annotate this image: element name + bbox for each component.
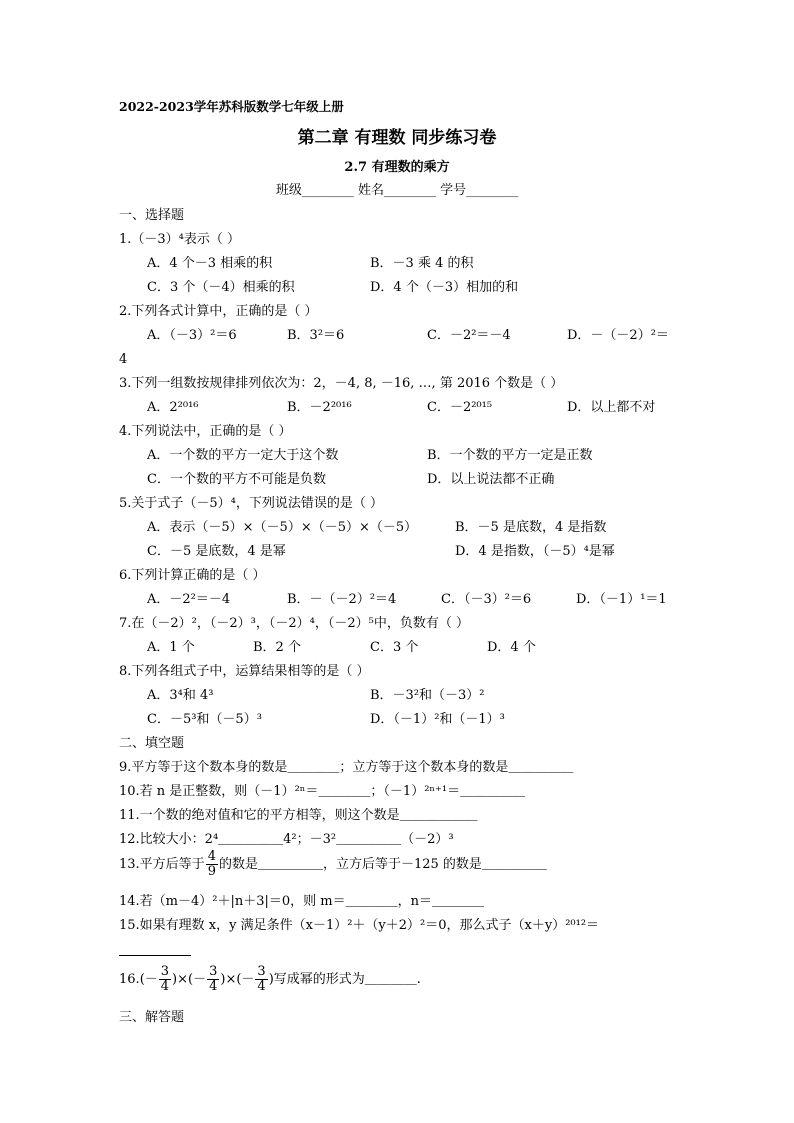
q4-option-b: B．一个数的平方一定是正数 — [427, 448, 593, 463]
section-fill-heading: 二、填空题 — [119, 736, 185, 751]
q16-fraction-2 — [207, 965, 219, 994]
q3-stem: 3.下列一组数按规律排列依次为：2，－4, 8, －16, …, 第 2016 个数是（ ） — [119, 376, 564, 391]
q16-open-1: (－ — [139, 972, 158, 987]
q6-option-a: A．－2²＝－4 — [147, 592, 231, 607]
q16-fraction-1 — [159, 965, 171, 994]
q6-stem: 6.下列计算正确的是（ ） — [119, 568, 266, 583]
q2-option-b: B．3²＝6 — [287, 328, 345, 343]
section-title: 2.7 有理数的乘方 — [344, 160, 450, 175]
q7-option-b: B．2 个 — [253, 640, 301, 655]
q1-option-b: B．－3 乘 4 的积 — [370, 256, 474, 271]
q4-option-d: D．以上说法都不正确 — [427, 472, 555, 487]
q9-text: 9.平方等于这个数本身的数是＿＿＿＿；立方等于这个数本身的数是＿＿＿＿＿ — [119, 760, 574, 775]
q16-fraction-3 — [255, 965, 267, 994]
q16-prefix: 16. — [119, 972, 140, 987]
q16-fraction-3-denominator: 4 — [257, 979, 266, 994]
q13-suffix: 的数是＿＿＿＿＿，立方后等于－125 的数是＿＿＿＿＿ — [218, 857, 547, 872]
q13-prefix: 13.平方后等于 — [119, 857, 205, 872]
section-solve-heading: 三、解答题 — [119, 1010, 185, 1025]
q13-fraction — [206, 850, 218, 879]
q6-option-d: D．（－1）¹＝1 — [576, 592, 667, 607]
q13-text — [119, 850, 547, 880]
q3-option-c: C．－2²⁰¹⁵ — [427, 400, 493, 415]
q4-stem: 4.下列说法中，正确的是（ ） — [119, 424, 292, 439]
q8-option-d: D．（－1）²和（－1）³ — [370, 712, 505, 727]
q13-fraction-numerator: 4 — [207, 849, 216, 864]
q12-text: 12.比较大小：2⁴＿＿＿＿＿4²；－3²＿＿＿＿＿（－2）³ — [119, 832, 454, 847]
q7-stem: 7.在（－2）²，（－2）³，（－2）⁴，（－2）⁵中，负数有（ ） — [119, 616, 469, 631]
q13-fraction-denominator: 9 — [207, 864, 216, 879]
q6-option-c: C．（－3）²＝6 — [441, 592, 532, 607]
q2-option-d: D．－（－2）²＝ — [567, 328, 669, 343]
q16-times-2: )×(－ — [220, 972, 255, 987]
q16-fraction-2-denominator: 4 — [209, 979, 218, 994]
student-info: 班级________ 姓名________ 学号________ — [275, 183, 519, 198]
q2-option-d-continued: 4 — [119, 352, 128, 367]
q16-suffix: 写成幂的形式为＿＿＿＿. — [273, 972, 421, 987]
q16-fraction-1-denominator: 4 — [160, 979, 170, 994]
q3-option-a: A．2²⁰¹⁶ — [147, 400, 199, 415]
q2-stem: 2.下列各式计算中，正确的是（ ） — [119, 304, 318, 319]
q10-text: 10.若 n 是正整数，则（－1）²ⁿ＝＿＿＿＿；（－1）²ⁿ⁺¹＝＿＿＿＿＿ — [119, 784, 526, 799]
q5-option-a: A．表示（－5）×（－5）×（－5）×（－5） — [147, 520, 418, 535]
q4-option-a: A．一个数的平方一定大于这个数 — [147, 448, 339, 463]
q8-option-a: A．3⁴和 4³ — [147, 688, 214, 703]
q5-option-b: B．－5 是底数，4 是指数 — [455, 520, 607, 535]
q2-option-c: C．－2²＝－4 — [427, 328, 511, 343]
page-title: 第二章 有理数 同步练习卷 — [297, 128, 497, 148]
q8-option-b: B．－3²和（－3）² — [370, 688, 485, 703]
q8-option-c: C．－5³和（－5）³ — [147, 712, 262, 727]
q8-stem: 8.下列各组式子中，运算结果相等的是（ ） — [119, 664, 370, 679]
q15-text: 15.如果有理数 x，y 满足条件（x－1）²＋（y＋2）²＝0，那么式子（x＋y）²⁰¹²＝ — [119, 918, 600, 933]
q5-stem: 5.关于式子（－5）⁴，下列说法错误的是（ ） — [119, 496, 384, 511]
q15-answer-blank — [119, 955, 191, 956]
q1-option-c: C．3 个（－4）相乘的积 — [147, 280, 295, 295]
q1-option-d: D．4 个（－3）相加的和 — [370, 280, 519, 295]
q4-option-c: C．一个数的平方不可能是负数 — [147, 472, 326, 487]
q7-option-c: C．3 个 — [370, 640, 419, 655]
q6-option-b: B．－（－2）²＝4 — [287, 592, 397, 607]
q16-fraction-1-numerator: 3 — [160, 964, 170, 979]
q2-option-a: A．（－3）²＝6 — [147, 328, 237, 343]
q11-text: 11.一个数的绝对值和它的平方相等，则这个数是＿＿＿＿＿＿ — [119, 808, 478, 823]
q5-option-c: C．－5 是底数，4 是幂 — [147, 544, 286, 559]
q3-option-b: B．－2²⁰¹⁶ — [287, 400, 352, 415]
q5-option-d: D．4 是指数，（－5）⁴是幂 — [455, 544, 615, 559]
course-header: 2022-2023学年苏科版数学七年级上册 — [119, 99, 344, 114]
q1-option-a: A．4 个－3 相乘的积 — [147, 256, 273, 271]
section-choice-heading: 一、选择题 — [119, 208, 185, 223]
q7-option-d: D．4 个 — [487, 640, 536, 655]
q14-text: 14.若（m－4）²＋|n＋3|＝0，则 m＝＿＿＿＿，n＝＿＿＿＿ — [119, 894, 484, 909]
q16-fraction-3-numerator: 3 — [257, 964, 266, 979]
q16-text — [119, 962, 421, 998]
q16-times-1: )×(－ — [172, 972, 207, 987]
q3-option-d: D．以上都不对 — [567, 400, 656, 415]
q7-option-a: A．1 个 — [147, 640, 195, 655]
q1-stem: 1.（－3）⁴表示（ ） — [119, 232, 241, 247]
q16-close: ) — [268, 972, 274, 987]
q16-fraction-2-numerator: 3 — [209, 964, 218, 979]
